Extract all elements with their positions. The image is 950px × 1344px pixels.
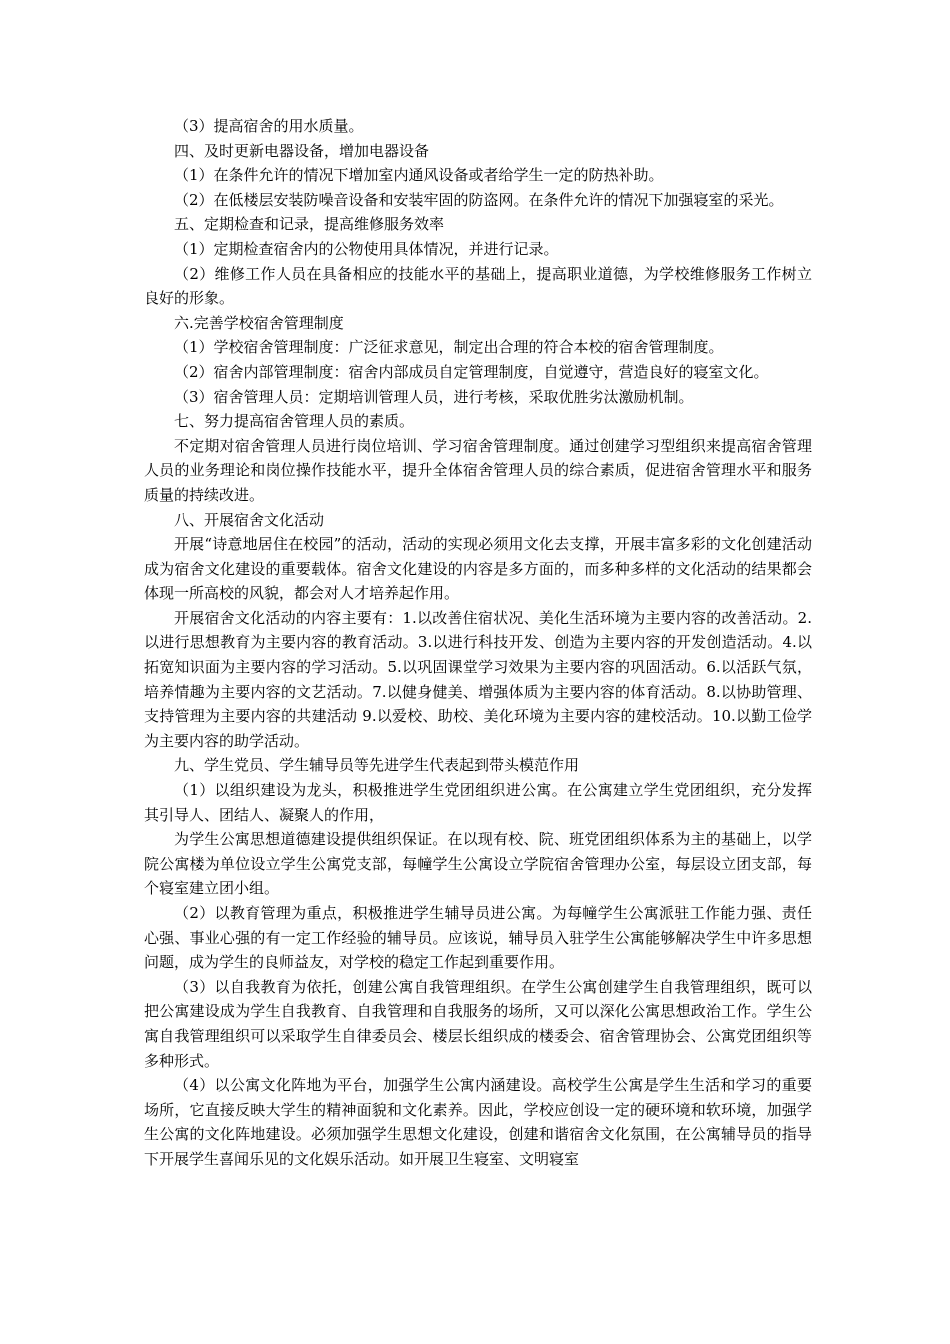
paragraph: （3）宿舍管理人员：定期培训管理人员，进行考核，采取优胜劣汰激励机制。 (174, 387, 694, 406)
paragraph: 五、定期检查和记录，提高维修服务效率 (174, 215, 445, 234)
paragraph: （2）宿舍内部管理制度：宿舍内部成员自定管理制度，自觉遵守，营造良好的寝室文化。 (174, 362, 769, 381)
paragraph: 六.完善学校宿舍管理制度 (174, 313, 344, 332)
paragraph: （2）维修工作人员在具备相应的技能水平的基础上，提高职业道德，为学校维修服务工作树立良好的形象。 (144, 264, 812, 308)
document-body (144, 114, 812, 1172)
paragraph: （1）定期检查宿舍内的公物使用具体情况，并进行记录。 (174, 239, 559, 258)
paragraph: （2）以教育管理为重点，积极推进学生辅导员进公寓。为每幢学生公寓派驻工作能力强、责任心强、事业心强的有一定工作经验的辅导员。应该说，辅导员入驻学生公寓能够解决学生中许多思想问题，成为学生的良师益友，对学校的稳定工作起到重要作用。 (144, 904, 812, 972)
paragraph: （1）以组织建设为龙头，积极推进学生党团组织进公寓。在公寓建立学生党团组织，充分发挥其引导人、团结人、凝聚人的作用， (144, 781, 812, 824)
paragraph: 开展“诗意地居住在校园”的活动，活动的实现必须用文化去支撑，开展丰富多彩的文化创建活动成为宿舍文化建设的重要载体。宿舍文化建设的内容是多方面的，而多种多样的文化活动的结果都会体现一所高校的风貌，都会对人才培养起作用。 (144, 535, 812, 603)
paragraph: 八、开展宿舍文化活动 (174, 510, 325, 529)
paragraph: （2）在低楼层安装防噪音设备和安装牢固的防盗网。在条件允许的情况下加强寝室的采光。 (174, 190, 784, 209)
paragraph: （3）以自我教育为依托，创建公寓自我管理组织。在学生公寓创建学生自我管理组织，既可以把公寓建设成为学生自我教育、自我管理和自我服务的场所，又可以深化公寓思想政治工作。学生公寓自我管理组织可以采取学生自律委员会、楼层长组织成的楼委会、宿舍管理协会、公寓党团组织等多种形式。 (144, 977, 812, 1070)
paragraph: 开展宿舍文化活动的内容主要有：1.以改善住宿状况、美化生活环境为主要内容的改善活动。2.以进行思想教育为主要内容的教育活动。3.以进行科技开发、创造为主要内容的开发创造活动。4.以拓宽知识面为主要内容的学习活动。5.以巩固课堂学习效果为主要内容的巩固活动。6.以活跃气氛，培养情趣为主要内容的文艺活动。7.以健身健美、增强体质为主要内容的体育活动。8.以协助管理、支持管理为主要内容的共建活动 9.以爱校、助校、美化环境为主要内容的建校活动。10.以勤工俭学为主要内容的助学活动。 (144, 608, 812, 750)
paragraph: （4）以公寓文化阵地为平台，加强学生公寓内涵建设。高校学生公寓是学生生活和学习的重要场所，它直接反映大学生的精神面貌和文化素养。因此，学校应创设一定的硬环境和软环境，加强学生公寓的文化阵地建设。必须加强学生思想文化建设，创建和谐宿舍文化氛围，在公寓辅导员的指导下开展学生喜闻乐见的文化娱乐活动。如开展卫生寝室、文明寝室 (144, 1076, 812, 1168)
paragraph: 为学生公寓思想道德建设提供组织保证。在以现有校、院、班党团组织体系为主的基础上，以学院公寓楼为单位设立学生公寓党支部，每幢学生公寓设立学院宿舍管理办公室，每层设立团支部，每个寝室建立团小组。 (144, 830, 812, 898)
paragraph: 七、努力提高宿舍管理人员的素质。 (174, 412, 415, 431)
paragraph: （1）学校宿舍管理制度：广泛征求意见，制定出合理的符合本校的宿舍管理制度。 (174, 338, 724, 357)
paragraph: 不定期对宿舍管理人员进行岗位培训、学习宿舍管理制度。通过创建学习型组织来提高宿舍管理人员的业务理论和岗位操作技能水平，提升全体宿舍管理人员的综合素质，促进宿舍管理水平和服务质量的持续改进。 (144, 436, 812, 504)
paragraph: 九、学生党员、学生辅导员等先进学生代表起到带头模范作用 (174, 756, 580, 775)
paragraph: 四、及时更新电器设备，增加电器设备 (174, 141, 430, 160)
paragraph: （3）提高宿舍的用水质量。 (174, 117, 364, 135)
paragraph: （1）在条件允许的情况下增加室内通风设备或者给学生一定的防热补助。 (174, 166, 664, 185)
